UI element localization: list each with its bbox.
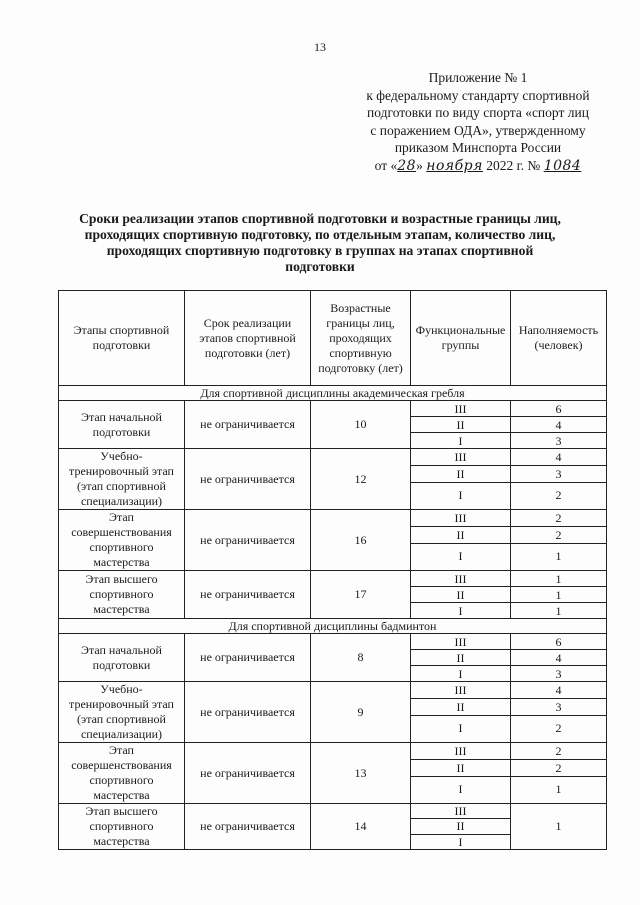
stage-duration: не ограничивается — [185, 743, 311, 804]
title-line: проходящих спортивную подготовку, по отдельным этапам, количество лиц, — [84, 227, 556, 242]
functional-group: III — [411, 634, 511, 650]
stage-name: Этап совершенствования спортивного мастерства — [59, 743, 185, 804]
appendix-line: с поражением ОДА», утвержденному — [370, 122, 586, 138]
handwritten-day: 28 — [397, 157, 417, 174]
group-size: 4 — [511, 650, 607, 666]
group-size: 4 — [511, 417, 607, 433]
functional-group: II — [411, 698, 511, 715]
date-year: 2022 г. № — [486, 157, 541, 173]
handwritten-order-number: 1084 — [543, 157, 582, 174]
group-size: 3 — [511, 698, 607, 715]
stage-duration: не ограничивается — [185, 634, 311, 682]
table-row — [59, 682, 607, 699]
document-title — [60, 211, 580, 275]
stage-age: 14 — [311, 804, 411, 850]
stage-duration: не ограничивается — [185, 571, 311, 619]
functional-group: II — [411, 465, 511, 482]
group-size: 2 — [511, 759, 607, 776]
stage-age: 8 — [311, 634, 411, 682]
stage-duration: не ограничивается — [185, 682, 311, 743]
group-size: 2 — [511, 743, 607, 760]
stage-duration: не ограничивается — [185, 401, 311, 449]
group-size: 1 — [511, 603, 607, 619]
group-size: 6 — [511, 401, 607, 417]
group-size: 2 — [511, 715, 607, 742]
stage-duration: не ограничивается — [185, 449, 311, 510]
handwritten-month: ноября — [426, 157, 483, 174]
stage-age: 10 — [311, 401, 411, 449]
functional-group: I — [411, 715, 511, 742]
group-size: 4 — [511, 449, 607, 466]
date-prefix: от « — [374, 157, 398, 173]
functional-group: I — [411, 543, 511, 570]
functional-group: I — [411, 776, 511, 803]
title-line: проходящих спортивную подготовку в группах на этапах спортивной — [106, 243, 534, 258]
stage-age: 17 — [311, 571, 411, 619]
header-age: Возрастные границы лиц, проходящих спортивную подготовку (лет) — [311, 291, 411, 386]
group-size: 1 — [511, 543, 607, 570]
group-size: 1 — [511, 587, 607, 603]
stage-name: Учебно-тренировочный этап (этап спортивной специализации) — [59, 682, 185, 743]
group-size: 1 — [511, 571, 607, 587]
functional-group: III — [411, 571, 511, 587]
stage-name: Этап высшего спортивного мастерства — [59, 571, 185, 619]
appendix-block — [342, 69, 614, 175]
discipline-heading: Для спортивной дисциплины академическая гребля — [59, 386, 607, 401]
stage-name: Этап начальной подготовки — [59, 634, 185, 682]
stage-duration: не ограничивается — [185, 510, 311, 571]
appendix-line: к федеральному стандарту спортивной — [366, 87, 590, 103]
functional-group: II — [411, 417, 511, 433]
functional-group: I — [411, 433, 511, 449]
functional-group: II — [411, 650, 511, 666]
stage-name: Этап начальной подготовки — [59, 401, 185, 449]
group-size: 1 — [511, 776, 607, 803]
functional-group: II — [411, 526, 511, 543]
functional-group: III — [411, 804, 511, 819]
functional-group: I — [411, 666, 511, 682]
table-row — [59, 743, 607, 760]
discipline-heading: Для спортивной дисциплины бадминтон — [59, 619, 607, 634]
functional-group: III — [411, 510, 511, 527]
table-row — [59, 571, 607, 587]
stage-age: 13 — [311, 743, 411, 804]
stage-name: Этап совершенствования спортивного мастерства — [59, 510, 185, 571]
stage-name: Этап высшего спортивного мастерства — [59, 804, 185, 850]
group-size: 3 — [511, 465, 607, 482]
group-size: 3 — [511, 433, 607, 449]
date-mid: » — [416, 157, 423, 173]
stage-age: 16 — [311, 510, 411, 571]
header-size: Наполняемость (человек) — [511, 291, 607, 386]
group-size: 2 — [511, 510, 607, 527]
group-size: 4 — [511, 682, 607, 699]
stage-duration: не ограничивается — [185, 804, 311, 850]
table-row — [59, 634, 607, 650]
header-stages: Этапы спортивной подготовки — [59, 291, 185, 386]
title-line: подготовки — [285, 259, 355, 274]
header-groups: Функциональные группы — [411, 291, 511, 386]
table-row — [59, 804, 607, 819]
group-size-merged: 1 — [511, 804, 607, 850]
appendix-line: Приложение № 1 — [428, 70, 528, 85]
functional-group: II — [411, 587, 511, 603]
appendix-line: подготовки по виду спорта «спорт лиц — [367, 105, 589, 120]
header-duration: Срок реализации этапов спортивной подготовки (лет) — [185, 291, 311, 386]
group-size: 2 — [511, 482, 607, 509]
group-size: 2 — [511, 526, 607, 543]
functional-group: III — [411, 401, 511, 417]
table-row — [59, 510, 607, 527]
page-number: 13 — [314, 40, 326, 54]
stage-age: 12 — [311, 449, 411, 510]
functional-group: I — [411, 834, 511, 849]
functional-group: I — [411, 482, 511, 509]
functional-group: III — [411, 449, 511, 466]
functional-group: II — [411, 819, 511, 834]
table-header-row — [59, 291, 607, 386]
functional-group: III — [411, 682, 511, 699]
functional-group: I — [411, 603, 511, 619]
appendix-date-line — [342, 157, 614, 176]
group-size: 3 — [511, 666, 607, 682]
stage-name: Учебно-тренировочный этап (этап спортивной специализации) — [59, 449, 185, 510]
title-line: Сроки реализации этапов спортивной подготовки и возрастные границы лиц, — [79, 211, 561, 226]
table-row — [59, 401, 607, 417]
functional-group: II — [411, 759, 511, 776]
group-size: 6 — [511, 634, 607, 650]
stages-table — [58, 290, 607, 850]
table-row — [59, 449, 607, 466]
functional-group: III — [411, 743, 511, 760]
appendix-line: приказом Минспорта России — [394, 140, 562, 155]
stage-age: 9 — [311, 682, 411, 743]
